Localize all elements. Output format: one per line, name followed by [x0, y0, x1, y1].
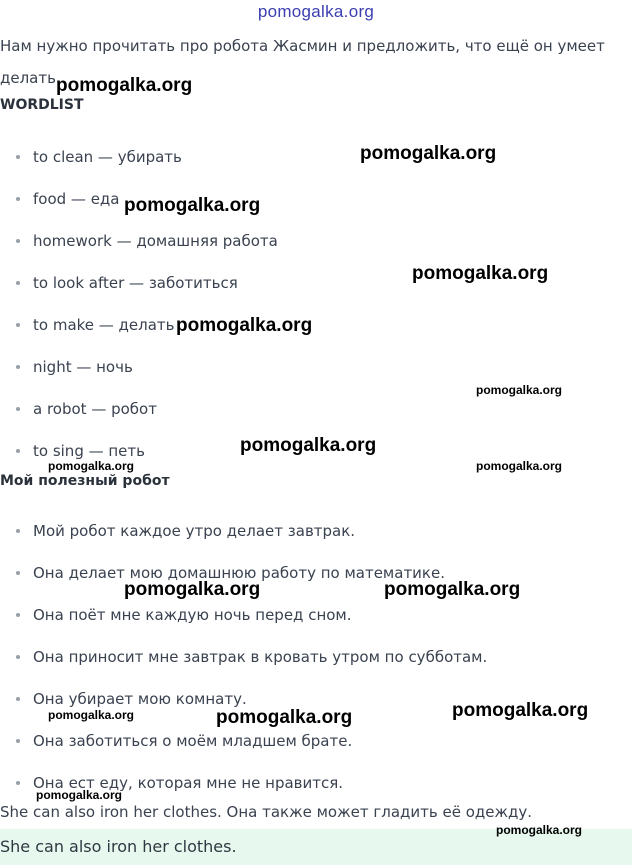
watermark: pomogalka.org [176, 315, 313, 336]
list-item: night — ночь [0, 355, 632, 397]
watermark: pomogalka.org [48, 708, 135, 722]
watermark: pomogalka.org [56, 75, 193, 96]
robot-list [0, 519, 632, 813]
translation-line: She can also iron her clothes. Она также может гладить её одежду. [0, 803, 533, 821]
watermark: pomogalka.org [36, 788, 123, 802]
watermark: pomogalka.org [360, 143, 497, 164]
wordlist-list [0, 145, 632, 481]
list-item: to look after — заботиться [0, 271, 632, 313]
watermark: pomogalka.org [124, 195, 261, 216]
list-item: Мой робот каждое утро делает завтрак. [0, 519, 632, 561]
watermark: pomogalka.org [476, 459, 563, 473]
wordlist-heading: WORDLIST [0, 97, 84, 113]
watermark: pomogalka.org [452, 700, 589, 721]
list-item: to sing — петь [0, 439, 632, 481]
watermark: pomogalka.org [240, 435, 377, 456]
watermark: pomogalka.org [496, 823, 583, 837]
list-item: Она ест еду, которая мне не нравится. [0, 771, 632, 813]
watermark: pomogalka.org [384, 579, 521, 600]
watermark: pomogalka.org [48, 459, 135, 473]
list-item: Она приносит мне завтрак в кровать утром по субботам. [0, 645, 632, 687]
list-item: homework — домашняя работа [0, 229, 632, 271]
robot-heading: Мой полезный робот [0, 473, 170, 489]
list-item: food — еда [0, 187, 632, 229]
watermark: pomogalka.org [216, 707, 353, 728]
intro-text: Нам нужно прочитать про робота Жасмин и предложить, что ещё он умеет делать. [0, 37, 605, 87]
watermark: pomogalka.org [476, 383, 563, 397]
list-item: to make — делать [0, 313, 632, 355]
list-item: Она убирает мою комнату. [0, 687, 632, 729]
list-item: Она делает мою домашнюю работу по математике. [0, 561, 632, 603]
site-header-link[interactable]: pomogalka.org [257, 2, 375, 21]
list-item: a robot — робот [0, 397, 632, 439]
list-item: Она заботиться о моём младшем брате. [0, 729, 632, 771]
list-item: to clean — убирать [0, 145, 632, 187]
list-item: Она поёт мне каждую ночь перед сном. [0, 603, 632, 645]
watermark: pomogalka.org [412, 263, 549, 284]
watermark: pomogalka.org [124, 579, 261, 600]
answer-text: She can also iron her clothes. [0, 837, 237, 856]
